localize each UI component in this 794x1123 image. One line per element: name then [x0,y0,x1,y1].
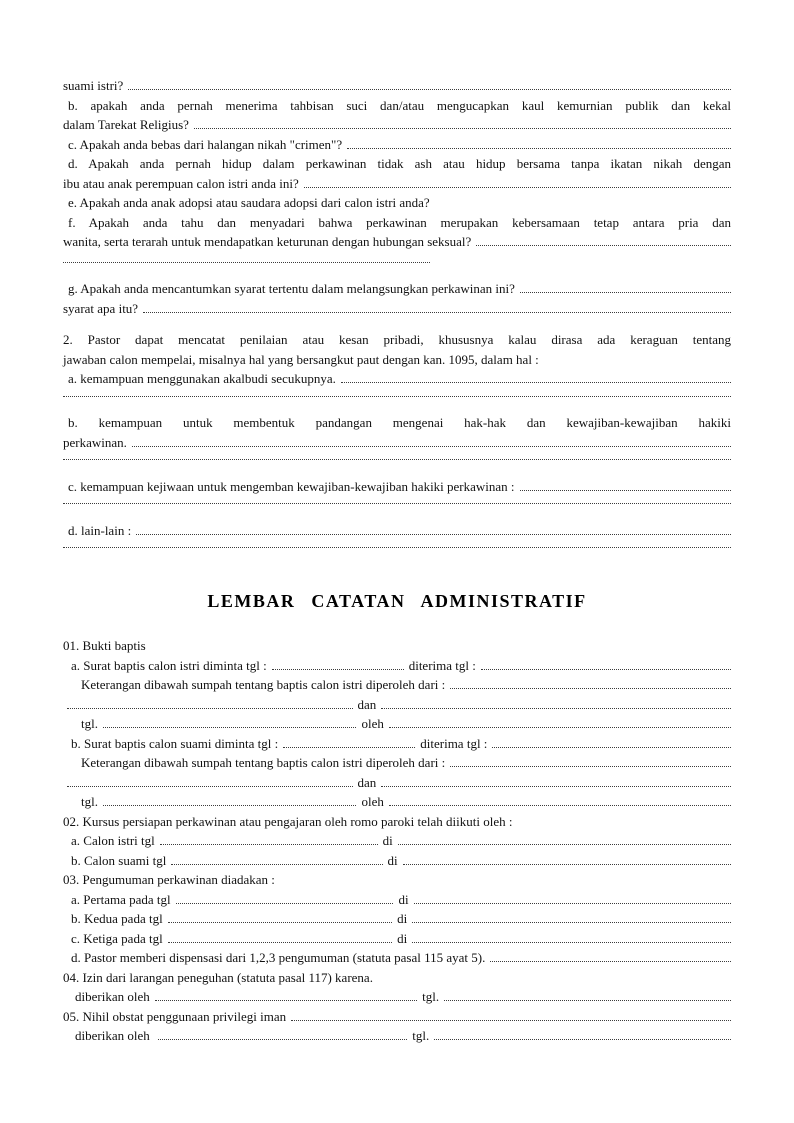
form-line [63,773,731,793]
line-text: diterima tgl : [408,657,476,673]
dotted-blank [158,1037,407,1040]
line-text: 04. Izin dari larangan peneguhan (statuta pasal 117) karena. [63,969,373,985]
form-line [63,675,731,695]
line-text: di [398,891,409,907]
document-page [63,76,731,1046]
dotted-blank [389,803,731,806]
line-text: dan [357,774,377,790]
dotted-blank [520,290,731,293]
form-line [63,154,731,174]
admin-records-section [63,636,731,1046]
line-text: d. lain-lain : [68,522,132,538]
line-text: b. Kedua pada tgl [71,911,163,926]
line-text: c. Ketiga pada tgl [71,930,163,946]
dotted-blank [347,146,731,149]
dotted-blank [444,998,731,1001]
page-title: LEMBAR CATATAN ADMINISTRATIF [207,590,587,611]
form-line [63,457,731,477]
form-line [63,260,731,280]
form-line [63,929,731,949]
line-text: ibu atau anak perempuan calon istri anda ini? [63,175,299,191]
line-text: Keterangan dibawah sumpah tentang baptis calon istri diperoleh dari : [81,755,446,770]
dotted-blank [492,745,731,748]
line-text: tgl. [81,794,98,809]
form-line [63,890,731,910]
form-line [63,968,731,988]
dotted-blank [63,501,731,504]
form-line [63,1007,731,1027]
form-line [63,135,731,155]
line-text: dalam Tarekat Religius? [63,117,189,132]
line-text: d. Apakah anda pernah hidup dalam perkawinan tidak ash atau hidup bersama tanpa ikatan nikah dengan [68,156,731,171]
dotted-blank [381,706,731,709]
dotted-blank [63,260,430,263]
dotted-blank [143,310,731,313]
dotted-blank [272,667,404,670]
line-text: tgl. [422,989,440,1004]
form-line [63,299,731,319]
dotted-blank [520,488,731,491]
dotted-blank [160,842,378,845]
form-line [63,76,731,96]
dotted-blank [283,745,415,748]
line-text: c. Apakah anda bebas dari halangan nikah "crimen"? [68,136,343,152]
line-text: b. Surat baptis calon suami diminta tgl : [71,735,279,751]
marriage-questions-section [63,76,731,318]
dotted-blank [128,87,731,90]
line-text: di [387,852,398,868]
form-line [63,812,731,832]
dotted-blank [103,803,357,806]
form-line [63,851,731,871]
line-text: g. Apakah anda mencantumkan syarat tertentu dalam melangsungkan perkawinan ini? [68,281,515,296]
dotted-blank [103,725,357,728]
form-line [63,870,731,890]
dotted-blank [476,243,731,246]
form-line [63,193,731,213]
line-text: a. kemampuan menggunakan akalbudi secukupnya. [68,371,336,386]
line-text: oleh [361,794,384,809]
line-text: Keterangan dibawah sumpah tentang baptis calon istri diperoleh dari : [81,677,446,692]
dotted-blank [381,784,731,787]
dotted-blank [304,185,731,188]
dotted-blank [63,457,731,460]
form-line [63,753,731,773]
dotted-blank [168,920,392,923]
line-text: di [397,911,408,926]
form-line [63,521,731,541]
form-line [63,545,731,565]
form-line [63,213,731,233]
line-text: 2. Pastor dapat mencatat penilaian atau kesan pribadi, khususnya kalau dirasa ada keraguan tentang [63,332,731,347]
dotted-blank [341,380,731,383]
form-line [63,232,731,252]
line-text: syarat apa itu? [63,300,139,316]
line-text: diberikan oleh [75,1028,153,1043]
form-line [63,636,731,656]
line-text: 03. Pengumuman perkawinan diadakan : [63,872,275,887]
form-line [63,350,731,370]
line-text: e. Apakah anda anak adopsi atau saudara adopsi dari calon istri anda? [68,195,430,210]
dotted-blank [171,862,382,865]
dotted-blank [434,1037,731,1040]
line-text: f. Apakah anda tahu dan menyadari bahwa perkawinan merupakan kebersamaan tetap antara pria dan [68,214,731,230]
dotted-blank [414,901,731,904]
line-text: b. kemampuan untuk membentuk pandangan mengenai hak-hak dan kewajiban-kewajiban hakiki [68,415,731,430]
line-text: b. Calon suami tgl [71,852,167,868]
line-text: diterima tgl : [420,735,488,751]
form-line [63,734,731,754]
form-line [63,656,731,676]
dotted-blank [168,940,392,943]
line-text: c. kemampuan kejiwaan untuk mengemban kewajiban-kewajiban hakiki perkawinan : [68,478,515,494]
line-text: jawaban calon mempelai, misalnya hal yang bersangkut paut dengan kan. 1095, dalam hal : [63,351,539,367]
form-line [63,115,731,135]
line-text: dan [357,696,377,712]
line-text: di [382,833,393,848]
form-line [63,501,731,521]
line-text: a. Surat baptis calon istri diminta tgl : [71,657,267,673]
form-line [63,477,731,497]
line-text: tgl. [81,716,98,731]
pastoral-assessment-section [63,330,731,565]
dotted-blank [176,901,394,904]
form-line [63,695,731,715]
line-text: a. Pertama pada tgl [71,891,171,907]
line-text: 02. Kursus persiapan perkawinan atau pengajaran oleh romo paroki telah diikuti oleh : [63,813,513,829]
dotted-blank [412,940,731,943]
form-line [63,369,731,389]
dotted-blank [155,998,417,1001]
line-text: perkawinan. [63,434,127,450]
form-line [63,394,731,414]
line-text: b. apakah anda pernah menerima tahbisan suci dan/atau mengucapkan kaul kemurnian publik dan kekal [68,97,731,113]
form-line [63,433,731,453]
form-line [63,909,731,929]
line-text: wanita, serta terarah untuk mendapatkan keturunan dengan hubungan seksual? [63,234,472,249]
dotted-blank [398,842,731,845]
form-line [63,174,731,194]
form-line [63,792,731,812]
dotted-blank [403,862,731,865]
line-text: 05. Nihil obstat penggunaan privilegi iman [63,1008,287,1024]
form-line [63,948,731,968]
dotted-blank [412,920,731,923]
line-text: diberikan oleh [75,989,150,1004]
dotted-blank [67,784,353,787]
form-line [63,714,731,734]
line-text: suami istri? [63,78,124,93]
dotted-blank [490,959,731,962]
form-line [63,831,731,851]
line-text: tgl. [412,1028,430,1043]
dotted-blank [450,686,731,689]
dotted-blank [136,532,731,535]
dotted-blank [63,545,731,548]
line-text: d. Pastor memberi dispensasi dari 1,2,3 pengumuman (statuta pasal 115 ayat 5). [71,950,486,965]
dotted-blank [389,725,731,728]
line-text: oleh [361,716,384,731]
dotted-blank [194,126,731,129]
line-text: a. Calon istri tgl [71,833,155,848]
form-line [63,279,731,299]
line-text: di [397,930,408,946]
form-line [63,1026,731,1046]
form-line [63,96,731,116]
dotted-blank [63,394,731,397]
dotted-blank [450,764,731,767]
form-line [63,413,731,433]
form-line [63,330,731,350]
dotted-blank [291,1018,731,1021]
form-line [63,987,731,1007]
dotted-blank [67,706,353,709]
dotted-blank [481,667,731,670]
dotted-blank [132,444,731,447]
line-text: 01. Bukti baptis [63,638,146,653]
